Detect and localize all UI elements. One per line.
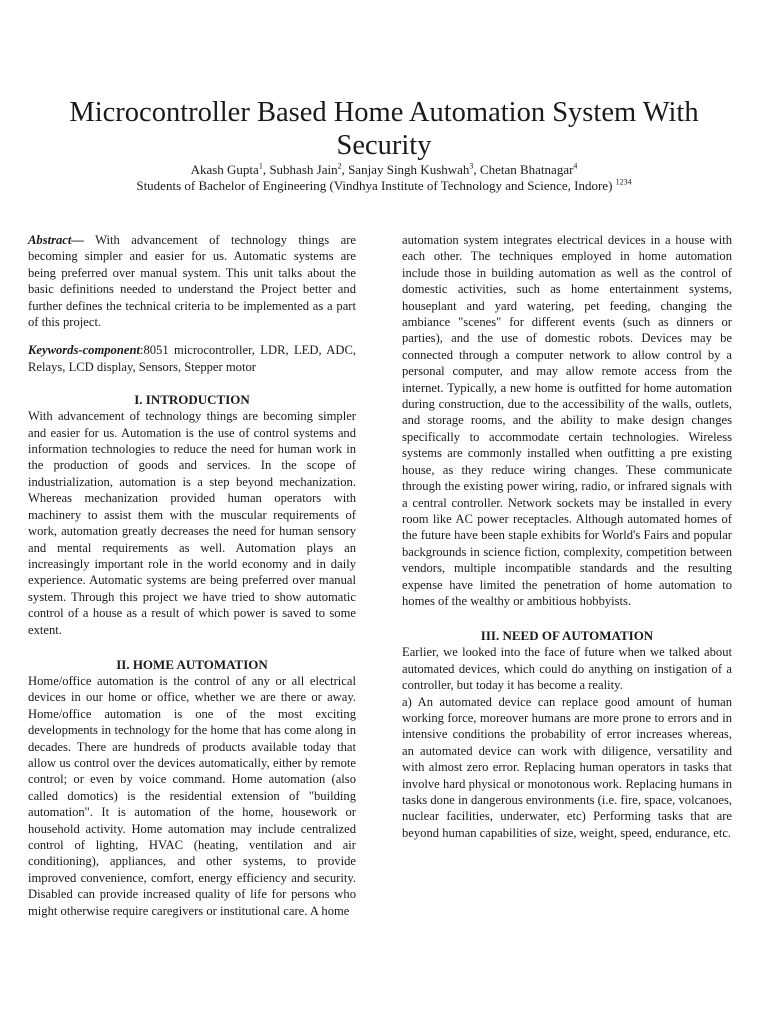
section-heading-need-of-automation: III. NEED OF AUTOMATION xyxy=(480,628,654,644)
abstract xyxy=(28,232,356,330)
right-column xyxy=(402,232,732,841)
author-list: Akash Gupta$^1$, Subhash Jain$^2$, Sanjay Singh Kushwah$^3$, Chetan Bhatnagar$^4$ xyxy=(190,161,578,177)
affiliation-superscript: 1234 xyxy=(615,177,632,187)
need-of-automation-text: Earlier, we looked into the face of future when we talked about automated devices, which could do anything on instigation of a controller, but today it has become a reality. xyxy=(402,645,732,693)
introduction-text: With advancement of technology things are becoming simpler and easier for us. Automation is the use of control systems and information technologies to reduce the need for human work in the production of goods and services. In the scope of industrialization, automation is a step beyond mechanization. Whereas mechanization provided human operators with machinery to assist them with the muscular requirements of work, automation greatly decreases the need for human sensory and mental requirements as well. Automation plays an increasingly important role in the world economy and in daily experience. Automatic systems are being preferred over manual system. Through this project we have tried to show automatic control of a house as a result of which power is saved to some extent. xyxy=(28,409,356,637)
keywords-label: Keywords-component xyxy=(28,343,140,358)
author-name: Chetan Bhatnagar xyxy=(479,162,574,177)
keywords-text: :8051 microcontroller, LDR, LED, ADC, Relays, LCD display, Sensors, Stepper motor xyxy=(28,343,356,374)
author-name: Subhash Jain xyxy=(269,162,338,177)
author-superscript: 3 xyxy=(469,161,474,171)
keywords xyxy=(28,342,356,375)
affiliation-text: Students of Bachelor of Engineering (Vindhya Institute of Technology and Science, Indore) xyxy=(136,178,613,193)
paper-title: Microcontroller Based Home Automation System With Security xyxy=(69,97,699,161)
left-column xyxy=(28,232,356,919)
author-superscript: 1 xyxy=(258,161,263,171)
home-automation-continued-text: automation system integrates electrical devices in a house with each other. The techniques employed in home automation include those in building automation as well as the control of domestic activities, such as home entertainment systems, houseplant and yard watering, pet feeding, changing the ambiance "scenes" for different events (such as dinners or parties), and the use of domestic robots. Devices may be connected through a computer network to allow control by a personal computer, and may allow remote access from the internet. Typically, a new home is outfitted for home automation during construction, due to the accessibility of the walls, outlets, and storage rooms, and the ability to make design changes specifically to accommodate certain technologies. Wireless systems are commonly installed when outfitting a pre existing house, as they reduce wiring changes. These communicate through the existing power wiring, radio, or infrared signals with a central controller. Network sockets may be installed in every room like AC power receptacles. Although automated homes of the future have been staple exhibits for World's Fairs and popular backgrounds in science fiction, complexity, competition between vendors, multiple incompatible standards and the resulting expense have limited the penetration of home automation to homes of the wealthy or ambitious hobbyists. xyxy=(402,233,732,608)
section-heading-introduction: I. INTRODUCTION xyxy=(134,392,250,408)
abstract-text: With advancement of technology things are becoming simpler and easier for us. Automatic systems are being preferred over manual system. This unit talks about the basic definitions needed to understand the Project better and further defines the technical criteria to be implemented as a part of this project. xyxy=(28,233,356,330)
author-superscript: 2 xyxy=(337,161,342,171)
need-of-automation-point-a: a) An automated device can replace good amount of human working force, moreover humans are more prone to errors and in intensive conditions the probability of error increases whereas, an automated device can work with diligence, versatility and with almost zero error. Replacing human operators in tasks that involve hard physical or monotonous work. Replacing humans in tasks done in dangerous environments (i.e. fire, space, volcanoes, nuclear facilities, underwater, etc) Performing tasks that are beyond human capabilities of size, weight, speed, endurance, etc. xyxy=(402,694,732,840)
author-name: Akash Gupta xyxy=(190,162,259,177)
author-name: Sanjay Singh Kushwah xyxy=(348,162,470,177)
abstract-label: Abstract— xyxy=(28,233,84,247)
author-superscript: 4 xyxy=(573,161,578,171)
home-automation-text: Home/office automation is the control of any or all electrical devices in our home or office, whether we are there or away. Home/office automation is one of the most exciting developments in technology for the home that has come along in decades. There are hundreds of products available today that allow us control over the devices automatically, either by remote control; or even by voice command. Home automation (also called domotics) is the residential extension of "building automation". It is automation of the home, housework or household activity. Home automation may include centralized control of lighting, HVAC (heating, ventilation and air conditioning), appliances, and other systems, to provide improved convenience, comfort, energy efficiency and security. Disabled can provide increased quality of life for persons who might otherwise require caregivers or institutional care. A home xyxy=(28,673,356,918)
section-heading-home-automation: II. HOME AUTOMATION xyxy=(116,656,268,672)
affiliation xyxy=(40,178,728,194)
